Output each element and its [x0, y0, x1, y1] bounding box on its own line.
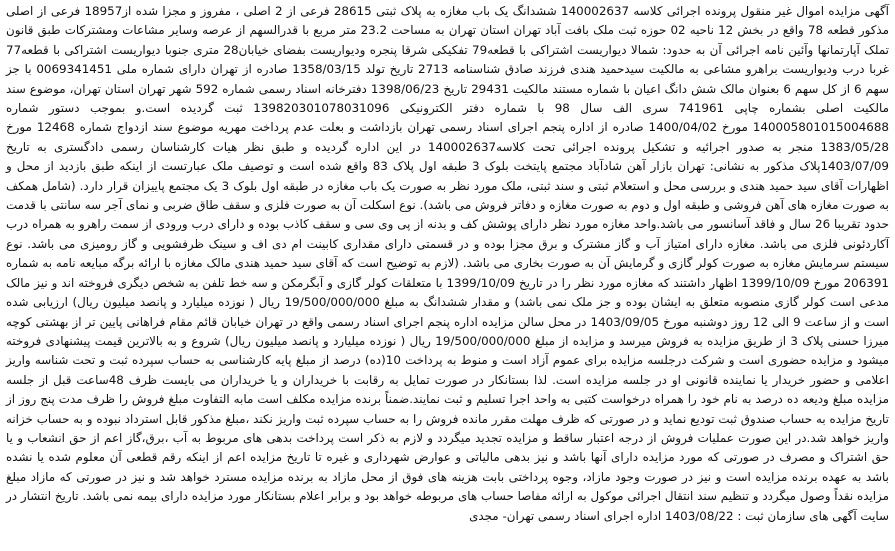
auction-notice-text: آگهی مزایده اموال غیر منقول پرونده اجرائی کلاسه 140002637 ششدانگ یک باب مغازه به پلاک ثبتی 28615 فرعی از 2 اصلی ، مفروز و مجزا شده از18957 فرعی از اصلی مذکور قطعه 78 واقع در بخش 12 ناحیه 02 حوزه ثبت ملک بافت آباد تهران استان تهران به مساحت 23.2 متر مربع با قدرالسهم از عرصه وسایر مشاعات ومشترکات طبق قانون تملک آپارتمانها وآئین نامه اجرائی آن به حدود: شمالا دیواریست اشتراکی با قطعه79 تفکیکی شرقا پنجره ودیواریست بفضای خیابان28 متری جنوبا دیواریست اشتراکی با قطعه77 غربا درب ودیواریست براهرو مشاعی به مالکیت سیدحمید هندی فرزند صادق شناسنامه 2713 تاریخ تولد 1358/03/15 صادره از تهران دارای شماره ملی 0069341451 با جز سهم 6 از کل سهم 6 بعنوان مالک شش دانگ اعیان با شماره مستند مالکیت 29431 تاریخ 1398/06/23 دفترخانه اسناد رسمی شماره 592 شهر تهران استان تهران، موضوع سند مالکیت اصلی بشماره چاپی 741961 سری الف سال 98 با شماره دفتر الکترونیکی 139820301078031096 ثبت گردیده است.و بموجب دستور شماره 140005801015004688 مورخ 1400/04/02 صادره از اداره پنجم اجرای اسناد رسمی تهران بازداشت و بعلت عدم پرداخت مهریه موضوع سند ازدواج شماره 12468 مورخ 1383/05/28 منجر به صدور اجرائیه و تشکیل پرونده اجرائی تحت کلاسه140002637 در این اداره گردیده و طبق نظر هیات کارشناسان رسمی دادگستری به تاریخ 1403/07/09پلاک مذکور به نشانی: تهران بازار آهن شادآباد مجتمع پایتخت بلوک 3 طبقه اول پلاک 83 واقع شده است و توصیف ملک عبارتست از اینکه طبق بازدید از محل و اظهارات آقای سید حمید هندی و بررسی محل و استعلام ثبتی و سند ثبتی، ملک مورد نظر به صورت یک باب مغازه در طبقه اول بلوک 3 یک مجتمع پاییزان قرار دارد. (شامل همکف به صورت مغازه های آهن فروشی و طبقه اول و دوم به صورت مغازه و دفاتر فروش می باشد). نوع اسکلت آن به صورت فلزی و سقف طاق ضربی و نمای آجر سه سانتی با قدمت حدود تقریبا 26 سال و فاقد آسانسور می باشد.واحد مغازه مورد نظر دارای پوشش کف و بدنه از پی وی سی و سقف کاذب بوده و دارای درب ورودی از سمت راهرو به همراه درب آکاردئونی فلزی می باشد. مغازه دارای امتیاز آب و گاز مشترک و برق مجزا بوده و در قسمتی دارای مقداری کابینت ام دی اف و سینک ظرفشویی و گاز رومیزی می باشد. نوع سیستم سرمایش مغازه به صورت کولر گازی و گرمایش آن به صورت بخاری می باشد. (لازم به توضیح است که آقای سید حمید هندی مالک مغازه با ارائه برگه مبایعه نامه به شماره 206391 مورخ 1399/10/09 اظهار داشتند که مغازه مورد نظر را در تاریخ 1399/10/09 با متعلقات کولر گازی و آبگرمکن و سه خط تلفن به شخص دیگری فروخته اند و نیز مالک مدعی است کولر گازی منصوبه متعلق به ایشان بوده و جز ملک نمی باشد) و مقدار ششدانگ به مبلغ 19/500/000/000 ریال ( نوزده میلیارد و پانصد میلیون ریال) ارزیابی شده است و از ساعت 9 الی 12 روز دوشنبه مورخ 1403/09/05 در محل سالن مزایده اداره پنجم اجرای اسناد رسمی واقع در تهران خیابان قائم مقام فراهانی پایین تر از بهشتی کوچه میرزا حسنی پلاک 3 از طریق مزایده به فروش میرسد و مزایده از مبلغ 19/500/000/000 ریال ( نوزده میلیارد و پانصد میلیون ریال) شروع و به بالاترین قیمت پیشنهادی فروخته میشود و مزایده حضوری است و شرکت درجلسه مزایده برای عموم آزاد است و منوط به پرداخت 10(ده) درصد از مبلغ پایه کارشناسی به حساب سپرده ثبت و تحت شناسه واریز اعلامی و حضور خریدار یا نماینده قانونی او در جلسه مزایده است. لذا بستانکار در صورت تمایل به رقابت با خریداران و یا خریداران می بایست ظرف 48ساعت قبل از جلسه مزایده مبلغ ودیعه ده درصد به نام خود را همراه درخواست کتبی به واحد اجرا تسلیم و ثبت نمایند.ضمناً برنده مزایده مکلف است مابه التفاوت مبلغ فروش را ظرف مدت پنج روز از تاریخ مزایده به حساب صندوق ثبت تودیع نماید و در صورتی که ظرف مهلت مقرر مانده فروش را به حساب سپرده ثبت واریز نکند ،مبلغ مذکور قابل استرداد نبوده و به حساب خزانه واریز خواهد شد.در این صورت عملیات فروش از درجه اعتبار ساقط و مزایده تجدید میگردد و لازم به ذکر است پرداخت بدهی های مربوط به آب ،برق،گاز اعم از حق انشعاب و یا حق اشتراک و مصرف در صورتی که مورد مزایده دارای آنها باشد و نیز بدهی مالیاتی و عوارض شهرداری و غیره تا تاریخ مزایده اعم از اینکه رقم قطعی آن معلوم شده یا نشده باشد به عهده برنده مزایده است و نیز در صورت وجود مازاد، وجوه پرداختی بابت هزینه های فوق از محل مازاد به برنده مزایده مسترد خواهد شد و نیز در صورتی که مازاد مبلغ مزایده نقداً وصول میگردد و تنظیم سند انتقال اجرائی موکول به ارائه مفاصا حساب های مربوطه خواهد بود و برابر اعلام بستانکار مورد مزایده دارای بیمه نمی باشد. تاریخ انتشار در سایت آگهی های سازمان ثبت : 1403/08/22 اداره اجرای اسناد رسمی تهران- مجدی [6, 4, 890, 523]
